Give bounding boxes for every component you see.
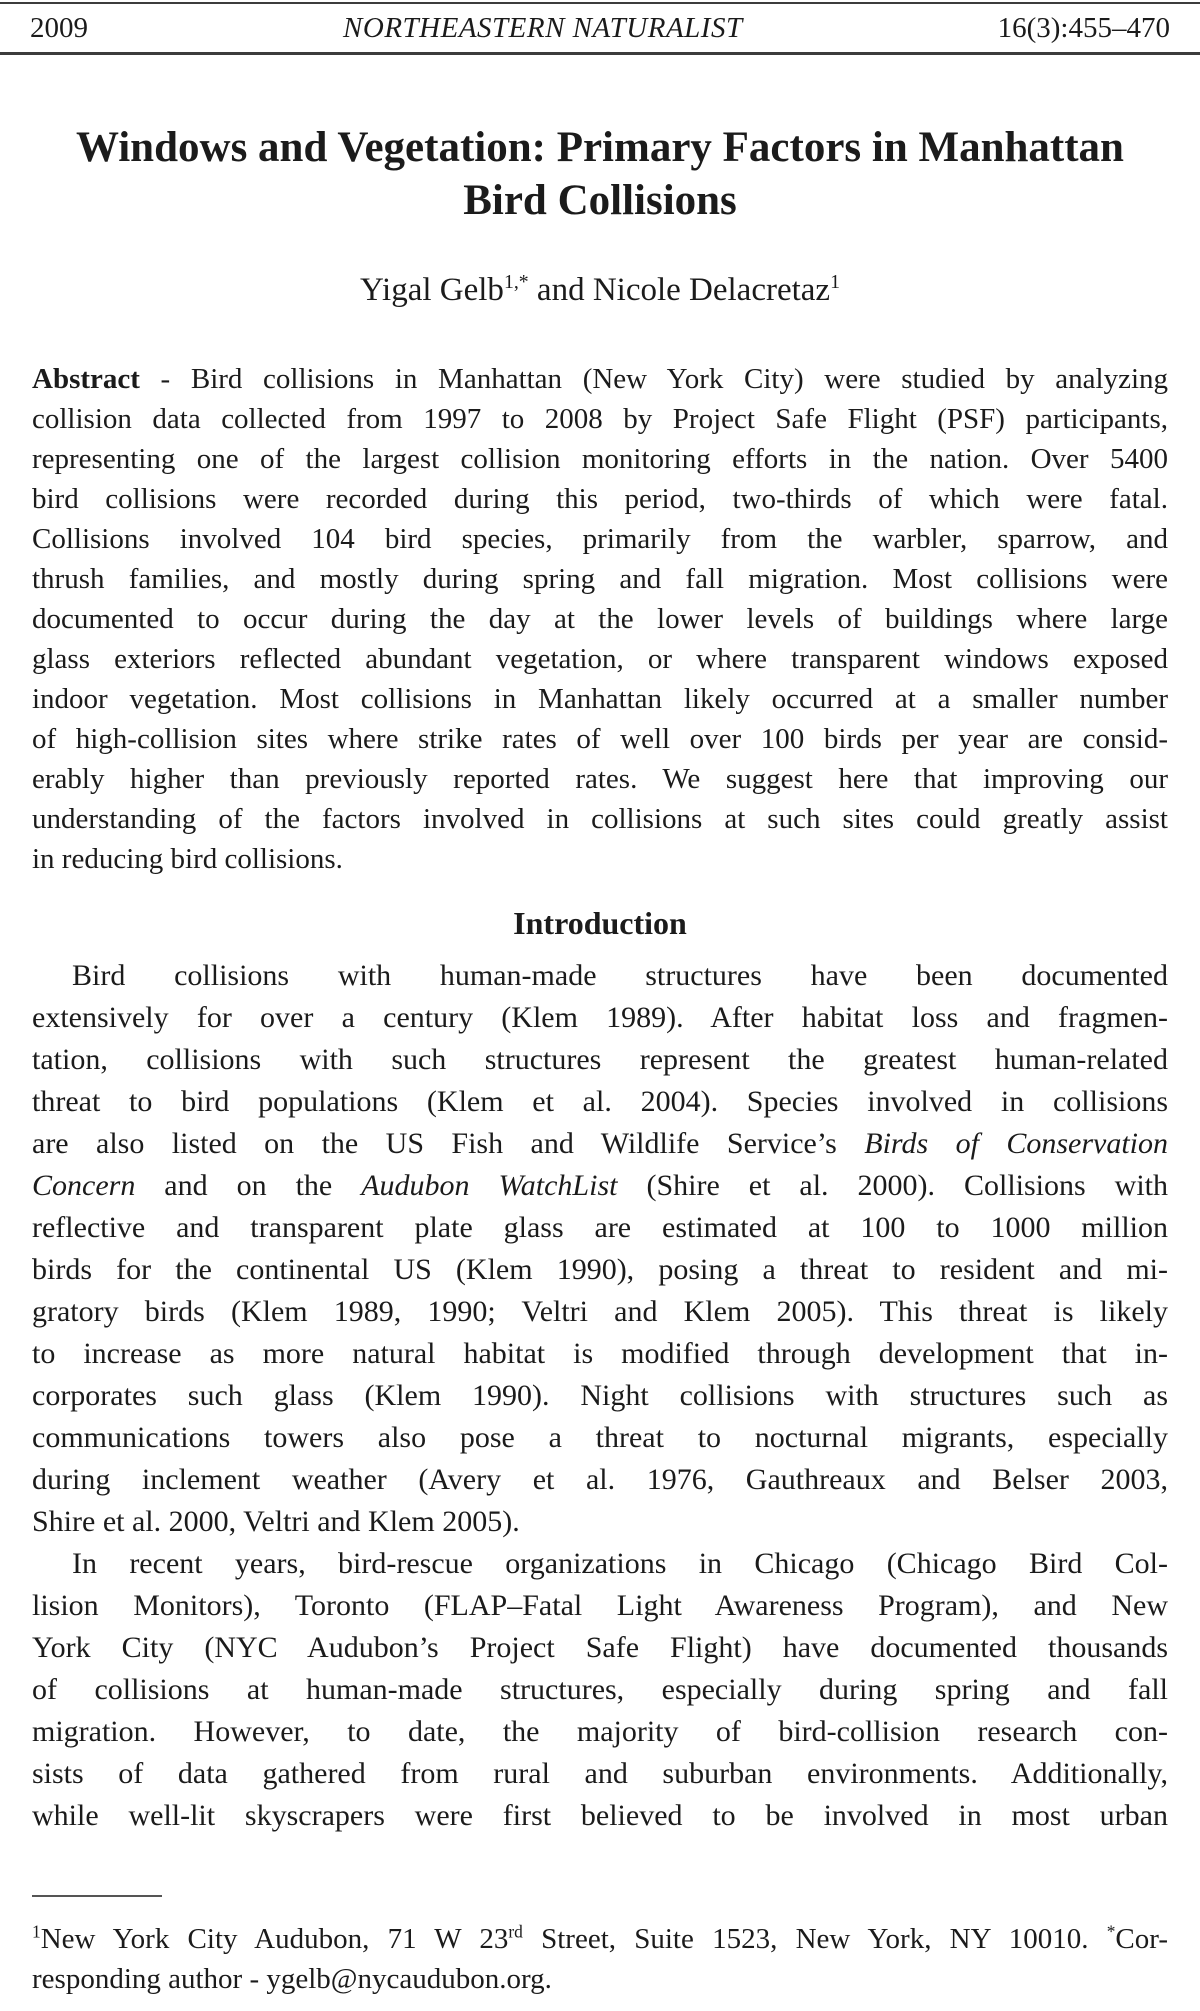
text-line	[32, 997, 1168, 1039]
text-line	[32, 1627, 1168, 1669]
journal-page	[0, 2, 1200, 2009]
text-line	[32, 799, 1168, 839]
header-bottom-rule	[0, 52, 1200, 55]
text-line	[32, 1543, 1168, 1585]
text-line	[32, 759, 1168, 799]
text-segment: New York City Audubon, 71 W 23	[40, 1923, 509, 1955]
text-line	[32, 1333, 1168, 1375]
article-title	[32, 121, 1168, 227]
text-line	[32, 639, 1168, 679]
footnote-text	[0, 1919, 1200, 2009]
author-byline	[32, 269, 1168, 311]
text-segment: glass exteriors reflected abundant vegetation, or where transparent windows exposed	[32, 643, 1168, 675]
text-segment: *	[1106, 1921, 1116, 1942]
running-header	[0, 4, 1200, 52]
text-segment: reflective and transparent plate glass are estimated at 100 to 1000 million	[32, 1211, 1168, 1244]
text-line	[32, 559, 1168, 599]
text-segment: in reducing bird collisions.	[32, 843, 343, 875]
text-segment: bird collisions were recorded during this period, two-thirds of which were fatal.	[32, 483, 1168, 515]
text-line	[32, 1669, 1168, 1711]
text-segment: understanding of the factors involved in collisions at such sites could greatly assist	[32, 803, 1168, 835]
text-segment: Birds of Conservation	[864, 1127, 1168, 1160]
text-segment: tation, collisions with such structures represent the greatest human-related	[32, 1043, 1168, 1076]
text-segment: Yigal Gelb	[360, 272, 504, 308]
text-line	[32, 1165, 1168, 1207]
article-title-line-2: Bird Collisions	[463, 177, 737, 224]
text-segment: threat to bird populations (Klem et al. 2004). Species involved in collisions	[32, 1085, 1168, 1118]
intro-paragraph-1	[32, 955, 1168, 1543]
text-segment: York City (NYC Audubon’s Project Safe Flight) have documented thousands	[32, 1631, 1168, 1664]
text-segment: representing one of the largest collision monitoring efforts in the nation. Over 5400	[32, 443, 1168, 475]
text-segment: of high-collision sites where strike rates of well over 100 birds per year are consid-	[32, 723, 1168, 755]
header-year: 2009	[30, 11, 88, 44]
text-line	[32, 1081, 1168, 1123]
text-line	[32, 1123, 1168, 1165]
text-segment: Shire et al. 2000, Veltri and Klem 2005).	[32, 1505, 520, 1538]
text-segment: extensively for over a century (Klem 1989). After habitat loss and fragmen-	[32, 1001, 1168, 1034]
text-segment: In recent years, bird-rescue organizations in Chicago (Chicago Bird Col-	[72, 1547, 1168, 1580]
text-line	[32, 1711, 1168, 1753]
text-line	[32, 1959, 1168, 1999]
text-line	[32, 955, 1168, 997]
text-segment: 1	[830, 271, 840, 293]
text-line	[32, 839, 1168, 879]
text-segment: Concern	[32, 1169, 136, 1202]
text-segment: birds for the continental US (Klem 1990), posing a threat to resident and mi-	[32, 1253, 1168, 1286]
text-segment: - Bird collisions in Manhattan (New York City) were studied by analyzing	[139, 363, 1168, 395]
text-line	[32, 1585, 1168, 1627]
text-segment: and Nicole Delacretaz	[528, 272, 831, 308]
text-segment: (Shire et al. 2000). Collisions with	[617, 1169, 1169, 1202]
text-segment: lision Monitors), Toronto (FLAP–Fatal Light Awareness Program), and New	[32, 1589, 1168, 1622]
header-journal-name: NORTHEASTERN NATURALIST	[343, 11, 743, 44]
text-line	[32, 1501, 1168, 1543]
text-segment: Audubon WatchList	[361, 1169, 618, 1202]
text-segment: thrush families, and mostly during spring and fall migration. Most collisions were	[32, 563, 1168, 595]
text-line	[32, 1459, 1168, 1501]
article-title-line-1: Windows and Vegetation: Primary Factors in Manhattan	[76, 124, 1124, 171]
text-column	[0, 121, 1200, 1837]
text-line	[32, 679, 1168, 719]
text-segment: responding author - ygelb@nycaudubon.org.	[32, 1963, 552, 1995]
text-segment: Abstract	[32, 363, 140, 395]
text-segment: while well-lit skyscrapers were first believed to be involved in most urban	[32, 1799, 1168, 1832]
header-volume-pages: 16(3):455–470	[997, 11, 1170, 44]
text-line	[32, 359, 1168, 399]
text-segment: Bird collisions with human-made structures have been documented	[72, 959, 1168, 992]
intro-paragraph-2	[32, 1543, 1168, 1837]
text-line	[32, 599, 1168, 639]
text-segment: indoor vegetation. Most collisions in Manhattan likely occurred at a smaller number	[32, 683, 1168, 715]
text-segment: 1	[32, 1921, 41, 1942]
text-line	[32, 519, 1168, 559]
text-segment: documented to occur during the day at the lower levels of buildings where large	[32, 603, 1168, 635]
text-line	[32, 269, 1168, 311]
section-heading-introduction: Introduction	[513, 905, 687, 941]
text-line	[32, 479, 1168, 519]
text-segment: are also listed on the US Fish and Wildlife Service’s	[32, 1127, 865, 1160]
text-segment: erably higher than previously reported rates. We suggest here that improving our	[32, 763, 1168, 795]
text-line	[32, 1375, 1168, 1417]
text-line	[32, 1207, 1168, 1249]
text-line	[32, 399, 1168, 439]
text-line	[32, 1249, 1168, 1291]
abstract-paragraph	[32, 359, 1168, 879]
text-line	[32, 1753, 1168, 1795]
footnote-divider	[32, 1895, 162, 1897]
text-segment: of collisions at human-made structures, especially during spring and fall	[32, 1673, 1168, 1706]
text-segment: to increase as more natural habitat is modified through development that in-	[32, 1337, 1168, 1370]
text-segment: gratory birds (Klem 1989, 1990; Veltri and Klem 2005). This threat is likely	[32, 1295, 1168, 1328]
text-segment: 1,*	[503, 271, 529, 293]
text-segment: rd	[508, 1921, 523, 1942]
text-segment: corporates such glass (Klem 1990). Night collisions with structures such as	[32, 1379, 1168, 1412]
text-segment: Cor-	[1115, 1923, 1168, 1955]
text-line	[32, 1919, 1168, 1959]
text-line	[32, 1795, 1168, 1837]
text-line	[32, 1039, 1168, 1081]
text-segment: communications towers also pose a threat to nocturnal migrants, especially	[32, 1421, 1168, 1454]
text-segment: collision data collected from 1997 to 2008 by Project Safe Flight (PSF) participants,	[32, 403, 1168, 435]
text-line	[32, 1417, 1168, 1459]
text-segment: Street, Suite 1523, New York, NY 10010.	[522, 1923, 1107, 1955]
text-segment: during inclement weather (Avery et al. 1976, Gauthreaux and Belser 2003,	[32, 1463, 1168, 1496]
text-line	[32, 1291, 1168, 1333]
text-segment: migration. However, to date, the majority of bird-collision research con-	[32, 1715, 1168, 1748]
text-segment: sists of data gathered from rural and suburban environments. Additionally,	[32, 1757, 1168, 1790]
text-line	[32, 439, 1168, 479]
text-segment: Collisions involved 104 bird species, primarily from the warbler, sparrow, and	[32, 523, 1168, 555]
text-line	[32, 719, 1168, 759]
text-segment: and on the	[135, 1169, 362, 1202]
